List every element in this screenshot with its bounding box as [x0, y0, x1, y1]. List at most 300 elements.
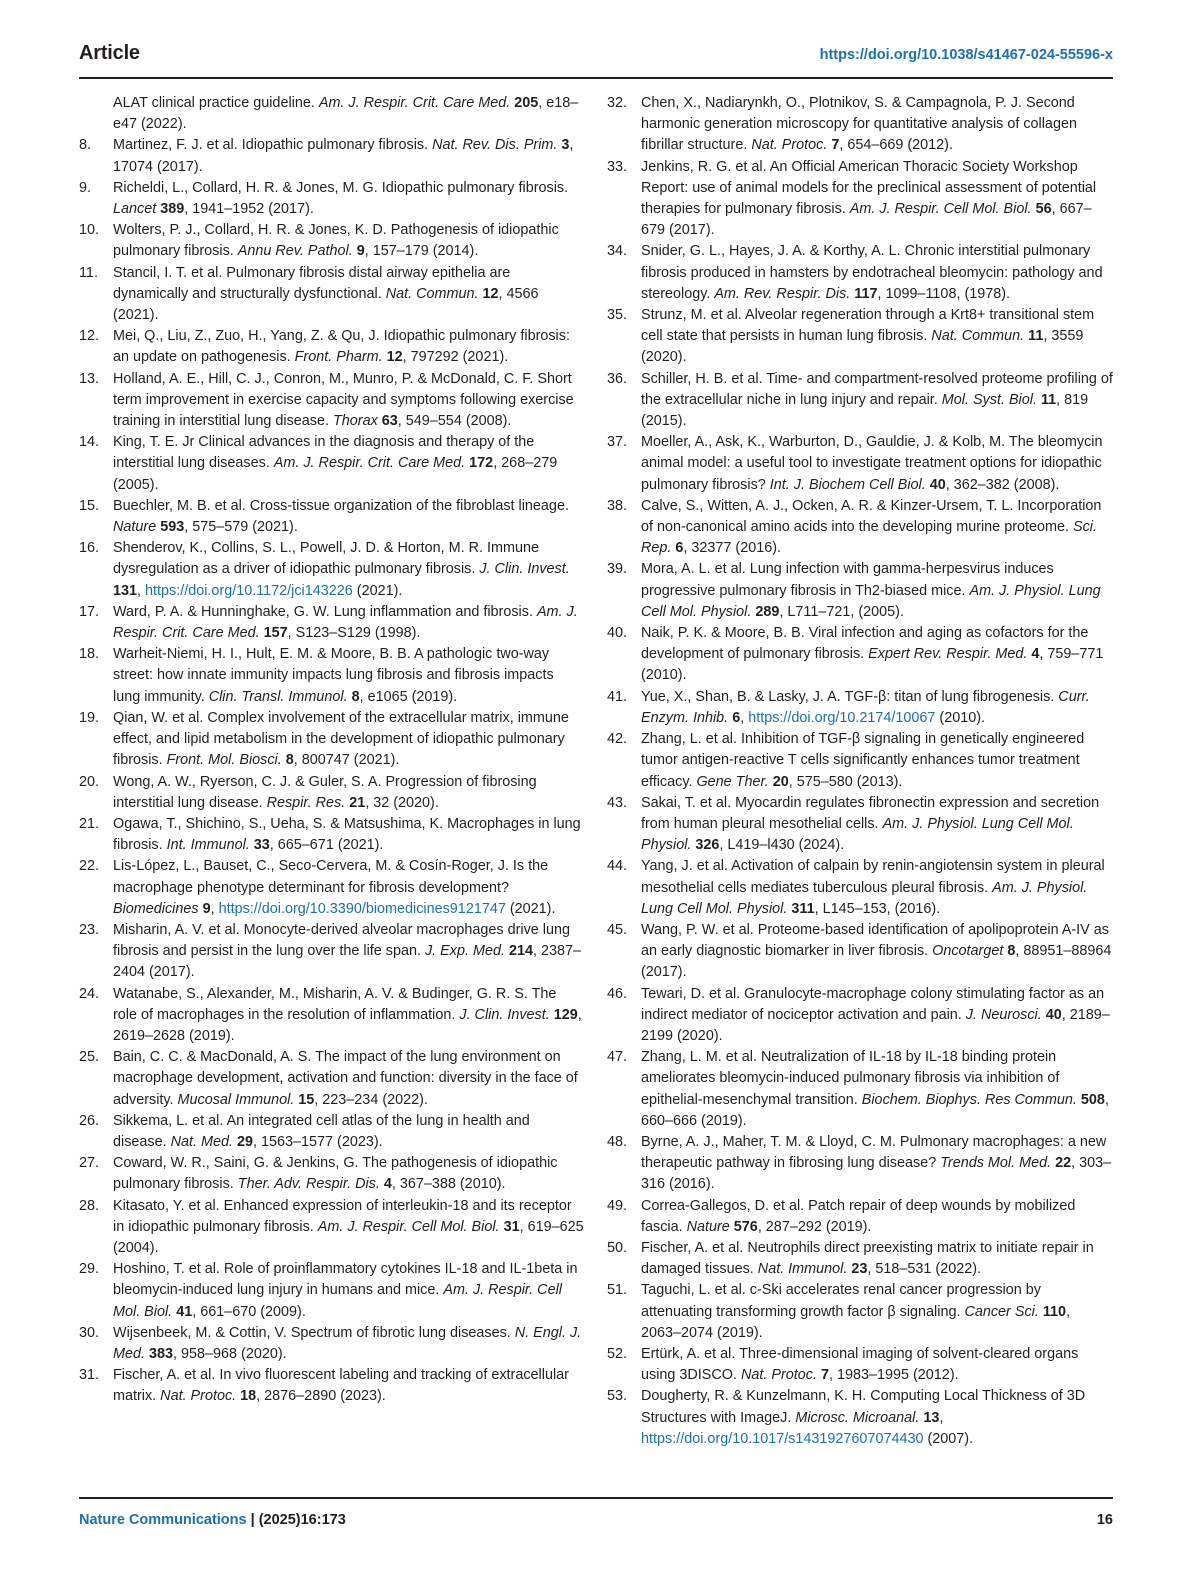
volume-number: 389	[160, 201, 185, 218]
journal-citation	[79, 1512, 346, 1528]
volume-number: 7	[831, 137, 840, 154]
reference-number: 53.	[607, 1388, 628, 1405]
reference-item	[79, 1259, 584, 1323]
reference-text-segment: Moeller, A., Ask, K., Warburton, D., Gauldie, J. & Kolb, M. The bleomycin animal model: a useful tool to investigate treatment options for idiopathic pulmonary fibrosis?	[641, 434, 1103, 493]
volume-number: 63	[381, 413, 398, 430]
reference-item	[607, 369, 1113, 433]
reference-item	[79, 1111, 584, 1153]
reference-text-segment: Shenderov, K., Collins, S. L., Powell, J. D. & Horton, M. R. Immune dysregulation as a driver of idiopathic pulmonary fibrosis.	[113, 540, 540, 578]
reference-text	[113, 1155, 557, 1192]
journal-title: Nat. Protoc.	[740, 1367, 817, 1384]
reference-item	[607, 496, 1113, 560]
reference-item	[79, 326, 584, 368]
reference-number: 30.	[79, 1324, 100, 1341]
journal-title: Trends Mol. Med.	[940, 1155, 1052, 1172]
reference-number: 51.	[607, 1282, 628, 1299]
reference-item	[607, 241, 1113, 305]
reference-number: 37.	[607, 434, 628, 451]
reference-item	[79, 135, 584, 177]
journal-title: Am. J. Physiol. Lung Cell Mol. Physiol.	[641, 582, 1101, 620]
reference-text	[641, 307, 1094, 365]
reference-text	[113, 371, 574, 429]
journal-title: J. Exp. Med.	[424, 943, 505, 960]
reference-text-segment: Ward, P. A. & Hunninghake, G. W. Lung inflammation and fibrosis.	[113, 603, 537, 620]
reference-text	[641, 561, 1101, 619]
reference-text-segment: Jenkins, R. G. et al. An Official American Thoracic Society Workshop Report: use of animal models for the preclinical assessment of potential therapies for pulmonary fibrosis.	[641, 158, 1097, 218]
reference-item	[607, 93, 1113, 157]
volume-number: 56	[1035, 201, 1052, 218]
reference-number: 29.	[79, 1261, 100, 1278]
reference-item	[79, 644, 584, 708]
reference-text-segment: ,	[939, 1409, 944, 1426]
reference-text-segment: , L711–721, (2005).	[779, 603, 904, 620]
reference-text-segment: Kitasato, Y. et al. Enhanced expression of interleukin-18 and its receptor in idiopathic pulmonary fibrosis.	[113, 1197, 572, 1235]
volume-number: 9	[356, 243, 365, 260]
reference-text	[641, 1049, 1109, 1129]
reference-doi-link[interactable]: https://doi.org/10.1017/s1431927607074430	[641, 1430, 924, 1447]
journal-title: Nature	[686, 1218, 730, 1235]
reference-text	[113, 328, 570, 365]
reference-number: 15.	[79, 497, 100, 514]
reference-text	[113, 222, 559, 259]
reference-number: 41.	[607, 688, 628, 705]
volume-number: 9	[202, 900, 211, 917]
reference-text-segment: , 287–292 (2019).	[757, 1218, 872, 1235]
volume-number: 29	[237, 1133, 254, 1150]
reference-number: 33.	[607, 158, 628, 175]
volume-number: 110	[1042, 1303, 1067, 1320]
reference-item	[607, 1238, 1113, 1280]
reference-number: 50.	[607, 1239, 628, 1256]
journal-title: Nat. Immunol.	[757, 1261, 848, 1278]
reference-text-segment: , 800747 (2021).	[293, 752, 400, 769]
reference-item	[79, 93, 584, 135]
volume-number: 6	[732, 709, 741, 726]
reference-item	[79, 602, 584, 644]
journal-title: Biomedicines	[113, 900, 199, 917]
journal-title: Am. Rev. Respir. Dis.	[714, 285, 851, 302]
reference-text-segment: , 665–671 (2021).	[269, 837, 384, 854]
volume-number: 311	[791, 900, 815, 917]
reference-item	[607, 1196, 1113, 1238]
reference-text	[113, 498, 569, 535]
journal-title: Nat. Protoc.	[160, 1388, 237, 1405]
references-left-column	[79, 93, 584, 1408]
volume-number: 3	[561, 137, 570, 154]
volume-number: 576	[733, 1218, 758, 1235]
reference-text-segment: , 367–388 (2010).	[391, 1176, 506, 1193]
reference-text-segment: , 549–554 (2008).	[397, 413, 512, 430]
journal-title: Thorax	[332, 413, 378, 430]
reference-text-segment: Bain, C. C. & MacDonald, A. S. The impact of the lung environment on macrophage development, activation and function: diversity in the face of adversity.	[113, 1049, 578, 1108]
reference-item	[607, 1047, 1113, 1132]
reference-text	[113, 180, 568, 217]
volume-number: 40	[1045, 1006, 1062, 1023]
journal-title: Mucosal Immunol.	[177, 1091, 295, 1108]
volume-number: 41	[176, 1303, 193, 1320]
reference-text-segment: , 157–179 (2014).	[364, 243, 479, 260]
reference-item	[79, 1196, 584, 1260]
reference-text-segment: , 2387–2404 (2017).	[113, 943, 581, 981]
reference-item	[79, 178, 584, 220]
journal-name[interactable]: Nature Communications	[79, 1512, 247, 1528]
volume-number: 4	[1031, 646, 1040, 663]
journal-title: Biochem. Biophys. Res Commun.	[861, 1091, 1077, 1108]
reference-text-segment: Sakai, T. et al. Myocardin regulates fibronectin expression and secretion from human pleural mesothelial cells.	[641, 794, 1100, 832]
reference-text	[641, 731, 1084, 789]
reference-text-segment: , 660–666 (2019).	[641, 1091, 1109, 1129]
reference-text-segment: , 1563–1577 (2023).	[253, 1133, 383, 1150]
reference-text-segment: , 2876–2890 (2023).	[256, 1388, 386, 1405]
reference-doi-link[interactable]: https://doi.org/10.3390/biomedicines9121747	[218, 900, 506, 917]
reference-number: 22.	[79, 858, 100, 875]
journal-title: Gene Ther.	[696, 773, 769, 790]
reference-number: 23.	[79, 921, 100, 938]
journal-title: Am. J. Physiol. Lung Cell Mol. Physiol.	[641, 879, 1088, 917]
volume-number: 22	[1055, 1155, 1072, 1172]
reference-text-segment: , 2189–2199 (2020).	[641, 1006, 1110, 1044]
reference-number: 43.	[607, 794, 628, 811]
volume-number: 117	[854, 285, 878, 302]
volume-number: 4	[383, 1176, 392, 1193]
journal-title: Nat. Rev. Dis. Prim.	[432, 137, 558, 154]
reference-text-segment: (2007).	[923, 1430, 974, 1447]
reference-text-segment: Mora, A. L. et al. Lung infection with gamma-herpesvirus induces progressive pulmonary fibrosis in Th2-biased mice.	[641, 561, 1054, 599]
reference-text-segment: , 223–234 (2022).	[314, 1091, 428, 1108]
reference-text-segment: , 3559 (2020).	[641, 328, 1084, 366]
reference-text-segment: , 667–679 (2017).	[641, 201, 1092, 239]
volume-number: 508	[1080, 1091, 1105, 1108]
reference-text-segment: Yue, X., Shan, B. & Lasky, J. A. TGF-β: titan of lung fibrogenesis.	[641, 688, 1059, 705]
reference-text-segment: Fischer, A. et al. Neutrophils direct preexisting matrix to initiate repair in damaged tissues.	[641, 1239, 1094, 1278]
journal-title: J. Clin. Invest.	[479, 561, 570, 578]
reference-text-segment: Calve, S., Witten, A. J., Ocken, A. R. & Kinzer-Ursem, T. L. Incorporation of non-canonical amino acids into the developing murine proteome.	[641, 497, 1102, 536]
journal-title: J. Clin. Invest.	[459, 1006, 550, 1023]
volume-number: 6	[675, 540, 684, 557]
reference-item	[607, 687, 1113, 729]
reference-text	[113, 95, 578, 132]
article-label: Article	[79, 42, 140, 64]
reference-text-segment: , 2063–2074 (2019).	[641, 1303, 1071, 1341]
reference-text-segment: Hoshino, T. et al. Role of proinflammatory cytokines IL-18 and IL-1beta in bleomycin-induced lung injury in humans and mice.	[113, 1261, 578, 1299]
reference-item	[79, 708, 584, 772]
header-rule	[79, 77, 1113, 79]
reference-text-segment: Holland, A. E., Hill, C. J., Conron, M., Munro, P. & McDonald, C. F. Short term improvement in exercise capacity and symptoms following exercise training in interstitial lung disease.	[113, 370, 574, 430]
reference-item	[79, 772, 584, 814]
reference-text-segment: Chen, X., Nadiarynkh, O., Plotnikov, S. & Campagnola, P. J. Second harmonic generation microscopy for quantitative analysis of collagen fibrillar structure.	[641, 95, 1077, 154]
reference-text	[641, 498, 1101, 556]
volume-number: 11	[1040, 391, 1057, 408]
reference-text-segment: , 88951–88964 (2017).	[641, 943, 1112, 981]
reference-text-segment: , 32377 (2016).	[683, 540, 782, 557]
reference-number: 28.	[79, 1197, 100, 1214]
journal-title: Am. J. Physiol. Lung Cell Mol. Physiol.	[641, 815, 1074, 854]
reference-item	[79, 1047, 584, 1111]
reference-text-segment: Schiller, H. B. et al. Time- and compartment-resolved proteome profiling of the extracellular niche in lung injury and repair.	[641, 370, 1113, 408]
reference-number: 31.	[79, 1367, 100, 1384]
volume-number: 33	[253, 837, 270, 854]
volume-number: 326	[695, 837, 720, 854]
reference-text-segment: , 4566 (2021).	[113, 285, 539, 324]
reference-text-segment: , 303–316 (2016).	[641, 1155, 1112, 1193]
reference-number: 9.	[79, 179, 92, 196]
reference-number: 27.	[79, 1155, 100, 1172]
reference-text-segment: Taguchi, L. et al. c-Ski accelerates renal cancer progression by attenuating transforming growth factor β signaling.	[641, 1282, 1041, 1320]
reference-number: 11.	[79, 264, 98, 281]
reference-item	[79, 496, 584, 538]
reference-text-segment: , 32 (2020).	[365, 794, 439, 811]
reference-doi-link[interactable]: https://doi.org/10.1172/jci143226	[145, 582, 353, 599]
reference-text	[641, 858, 1105, 916]
reference-number: 25.	[79, 1049, 100, 1066]
volume-number: 8	[1007, 943, 1016, 960]
reference-number: 44.	[607, 858, 628, 875]
volume-number: 131	[113, 582, 138, 599]
reference-text	[113, 1049, 578, 1107]
reference-text-segment: Ogawa, T., Shichino, S., Ueha, S. & Matsushima, K. Macrophages in lung fibrosis.	[113, 815, 581, 854]
journal-title: Annu Rev. Pathol.	[237, 243, 353, 260]
journal-title: Int. Immunol.	[166, 837, 250, 854]
journal-title: J. Neurosci.	[965, 1006, 1042, 1023]
reference-text-segment: , 1941–1952 (2017).	[184, 201, 314, 218]
reference-number: 24.	[79, 985, 100, 1002]
journal-title: Microsc. Microanal.	[795, 1409, 920, 1426]
journal-title: Respir. Res.	[266, 794, 346, 811]
reference-text-segment: , 575–580 (2013).	[788, 773, 903, 790]
reference-number: 13.	[79, 370, 100, 387]
volume-citation: | (2025)16:173	[246, 1512, 346, 1528]
reference-text-segment: , S123–S129 (1998).	[287, 625, 421, 642]
journal-title: Int. J. Biochem Cell Biol.	[769, 476, 926, 493]
reference-text	[641, 922, 1111, 980]
reference-text-segment: ,	[210, 900, 219, 917]
reference-item	[607, 793, 1113, 857]
reference-item	[79, 432, 584, 496]
reference-text-segment: Zhang, L. et al. Inhibition of TGF-β signaling in genetically engineered tumor antigen-reactive T cells significantly enhances tumor treatment efficacy.	[641, 731, 1085, 790]
reference-item	[607, 305, 1113, 369]
volume-number: 11	[1028, 328, 1044, 345]
volume-number: 214	[508, 943, 533, 960]
reference-text-segment: , 17074 (2017).	[113, 137, 574, 175]
reference-text-segment: , 1983–1995 (2012).	[828, 1367, 959, 1384]
volume-number: 15	[298, 1091, 315, 1108]
reference-number: 38.	[607, 497, 628, 514]
reference-text	[641, 95, 1077, 153]
reference-text-segment: , 661–670 (2009).	[192, 1303, 306, 1320]
journal-title: Nature	[113, 519, 157, 536]
reference-number: 20.	[79, 773, 100, 790]
volume-number: 31	[503, 1218, 520, 1235]
reference-item	[607, 1132, 1113, 1196]
reference-text	[113, 774, 537, 811]
reference-item	[79, 1365, 584, 1407]
reference-text	[113, 265, 539, 323]
volume-number: 18	[240, 1388, 257, 1405]
reference-number: 47.	[607, 1049, 628, 1066]
reference-text	[113, 986, 582, 1044]
volume-number: 205	[514, 95, 539, 111]
journal-title: Am. J. Respir. Cell Mol. Biol.	[317, 1218, 500, 1235]
reference-item	[607, 729, 1113, 793]
reference-text	[113, 710, 569, 768]
volume-number: 23	[851, 1261, 868, 1278]
reference-number: 17.	[79, 603, 100, 620]
reference-number: 19.	[79, 709, 100, 726]
reference-number: 32.	[607, 95, 628, 111]
volume-number: 40	[929, 476, 946, 493]
reference-text	[113, 646, 554, 704]
reference-text-segment: Buechler, M. B. et al. Cross-tissue organization of the fibroblast lineage.	[113, 497, 569, 514]
reference-text-segment: King, T. E. Jr Clinical advances in the diagnosis and therapy of the interstitial lung diseases.	[113, 434, 535, 472]
reference-text	[641, 1134, 1111, 1192]
reference-number: 42.	[607, 731, 628, 748]
reference-text	[113, 1367, 569, 1404]
reference-text-segment: , L419–l430 (2024).	[719, 837, 845, 854]
reference-number: 10.	[79, 222, 100, 239]
doi-link[interactable]: https://doi.org/10.1038/s41467-024-55596-x	[819, 47, 1113, 63]
reference-text-segment: Richeldi, L., Collard, H. R. & Jones, M. G. Idiopathic pulmonary fibrosis.	[113, 179, 569, 196]
reference-text-segment: Wang, P. W. et al. Proteome-based identification of apolipoprotein A-IV as an early diagnostic biomarker in liver fibrosis.	[641, 921, 1109, 960]
journal-title: Ther. Adv. Respir. Dis.	[237, 1176, 380, 1193]
reference-number: 39.	[607, 561, 628, 578]
journal-title: Am. J. Respir. Cell Mol. Biol.	[849, 201, 1032, 218]
reference-item	[79, 1323, 584, 1365]
reference-item	[79, 369, 584, 433]
reference-text-segment: Snider, G. L., Hayes, J. A. & Korthy, A. L. Chronic interstitial pulmonary fibrosis produced in hamsters by endotracheal bleomycin: pathology and stereology.	[641, 243, 1103, 302]
reference-item	[607, 920, 1113, 984]
footer-rule	[79, 1497, 1113, 1499]
reference-text	[113, 1198, 584, 1256]
journal-title: Curr. Enzym. Inhib.	[641, 688, 1090, 726]
reference-text	[641, 1240, 1094, 1277]
reference-text-segment: Ertürk, A. et al. Three-dimensional imaging of solvent-cleared organs using 3DISCO.	[641, 1345, 1079, 1384]
page-header	[79, 42, 1113, 72]
reference-item	[79, 538, 584, 602]
reference-text	[641, 795, 1099, 853]
volume-number: 20	[772, 773, 789, 790]
journal-title: Expert Rev. Respir. Med.	[868, 646, 1028, 663]
journal-title: Oncotarget	[932, 943, 1004, 960]
reference-number: 52.	[607, 1345, 628, 1362]
journal-title: Front. Mol. Biosci.	[166, 752, 282, 769]
reference-text	[641, 986, 1110, 1044]
reference-item	[79, 1153, 584, 1195]
reference-text-segment: , 819 (2015).	[641, 391, 1089, 430]
reference-number: 21.	[79, 815, 100, 832]
journal-title: Am. J. Respir. Crit. Care Med.	[273, 455, 466, 472]
reference-text-segment: Stancil, I. T. et al. Pulmonary fibrosis distal airway epithelia are dynamically and structurally dysfunctional.	[113, 264, 511, 302]
volume-number: 12	[386, 349, 403, 366]
reference-text-segment: Misharin, A. V. et al. Monocyte-derived alveolar macrophages drive lung fibrosis and persist in the lung over the life span.	[113, 921, 571, 960]
reference-item	[79, 814, 584, 856]
reference-text-segment: Lis-López, L., Bauset, C., Seco-Cervera, M. & Cosín-Roger, J. Is the macrophage phenotype determinant for fibrosis development?	[113, 858, 549, 896]
reference-text-segment: Watanabe, S., Alexander, M., Misharin, A. V. & Budinger, G. R. S. The role of macrophages in the resolution of inflammation.	[113, 985, 557, 1023]
reference-text	[641, 689, 1090, 726]
journal-title: Am. J. Respir. Crit. Care Med.	[318, 95, 511, 111]
reference-number: 40.	[607, 625, 628, 642]
reference-item	[607, 984, 1113, 1048]
reference-text	[113, 1113, 530, 1150]
reference-number: 14.	[79, 434, 100, 451]
volume-number: 157	[263, 625, 288, 642]
volume-number: 8	[351, 688, 360, 705]
reference-text-segment: Qian, W. et al. Complex involvement of the extracellular matrix, immune effect, and lipid metabolism in the development of idiopathic pulmonary fibrosis.	[113, 709, 569, 769]
reference-text-segment: , 518–531 (2022).	[867, 1261, 982, 1278]
reference-number: 46.	[607, 985, 628, 1002]
reference-text	[113, 434, 557, 492]
reference-text-segment: , L145–153, (2016).	[814, 900, 941, 917]
reference-item	[607, 856, 1113, 920]
journal-title: Cancer Sci.	[964, 1303, 1039, 1320]
reference-text-segment: , 958–968 (2020).	[173, 1345, 287, 1362]
reference-text	[113, 137, 573, 174]
page-number: 16	[1096, 1512, 1113, 1528]
journal-title: Clin. Transl. Immunol.	[208, 688, 348, 705]
reference-text-segment: Wijsenbeek, M. & Cottin, V. Spectrum of fibrotic lung diseases.	[113, 1324, 515, 1341]
volume-number: 13	[923, 1409, 940, 1426]
reference-text	[641, 1198, 1075, 1235]
references-right-column	[607, 93, 1113, 1450]
reference-text	[113, 858, 555, 916]
reference-text-segment: ,	[137, 582, 146, 599]
reference-number: 45.	[607, 921, 628, 938]
reference-text-segment: ALAT clinical practice guideline.	[113, 95, 319, 111]
volume-number: 289	[755, 603, 780, 620]
reference-text-segment: (2021).	[505, 900, 556, 917]
journal-title: Am. J. Respir. Cell Mol. Biol.	[113, 1282, 562, 1320]
reference-number: 35.	[607, 307, 628, 324]
reference-item	[79, 220, 584, 262]
reference-text-segment: Correa-Gallegos, D. et al. Patch repair of deep wounds by mobilized fascia.	[641, 1197, 1076, 1235]
reference-text-segment: Byrne, A. J., Maher, T. M. & Lloyd, C. M. Pulmonary macrophages: a new therapeutic pathway in fibrosing lung disease?	[641, 1133, 1107, 1172]
reference-text-segment: Martinez, F. J. et al. Idiopathic pulmonary fibrosis.	[113, 137, 433, 154]
reference-text-segment: , 575–579 (2021).	[184, 519, 298, 536]
reference-text-segment: (2010).	[935, 709, 986, 726]
reference-number: 34.	[607, 243, 628, 260]
reference-item	[607, 432, 1113, 496]
reference-text-segment: Fischer, A. et al. In vivo fluorescent labeling and tracking of extracellular matrix.	[113, 1367, 569, 1405]
journal-title: Nat. Med.	[170, 1133, 233, 1150]
reference-item	[607, 1386, 1113, 1450]
reference-text	[641, 625, 1103, 683]
reference-number: 48.	[607, 1133, 628, 1150]
reference-text-segment: Naik, P. K. & Moore, B. B. Viral infection and aging as cofactors for the development of pulmonary fibrosis.	[641, 625, 1089, 663]
volume-number: 383	[149, 1345, 174, 1362]
reference-text-segment: , e18–e47 (2022).	[113, 95, 579, 133]
reference-number: 12.	[79, 328, 100, 345]
volume-number: 8	[285, 752, 294, 769]
reference-text-segment: Sikkema, L. et al. An integrated cell atlas of the lung in health and disease.	[113, 1112, 530, 1150]
reference-text	[113, 540, 570, 598]
reference-text-segment: Coward, W. R., Saini, G. & Jenkins, G. The pathogenesis of idiopathic pulmonary fibrosis.	[113, 1155, 558, 1193]
reference-text-segment: Wong, A. W., Ryerson, C. J. & Guler, S. A. Progression of fibrosing interstitial lung disease.	[113, 773, 537, 811]
reference-text-segment: , 797292 (2021).	[402, 349, 509, 366]
reference-doi-link[interactable]: https://doi.org/10.2174/10067	[748, 709, 936, 726]
reference-text-segment: , 1099–1108, (1978).	[877, 285, 1011, 302]
reference-text	[113, 1261, 577, 1319]
reference-text-segment: , 2619–2628 (2019).	[113, 1006, 582, 1044]
volume-number: 7	[820, 1367, 829, 1384]
reference-text-segment: , 268–279 (2005).	[113, 455, 558, 493]
journal-title: Mol. Syst. Biol.	[941, 391, 1037, 408]
reference-text-segment: , 759–771 (2010).	[641, 646, 1104, 684]
journal-title: Am. J. Respir. Crit. Care Med.	[113, 603, 578, 642]
reference-number: 49.	[607, 1197, 628, 1214]
volume-number: 593	[160, 519, 185, 536]
reference-text-segment: ,	[740, 709, 749, 726]
journal-title: Nat. Commun.	[385, 285, 479, 302]
reference-text	[641, 243, 1103, 301]
